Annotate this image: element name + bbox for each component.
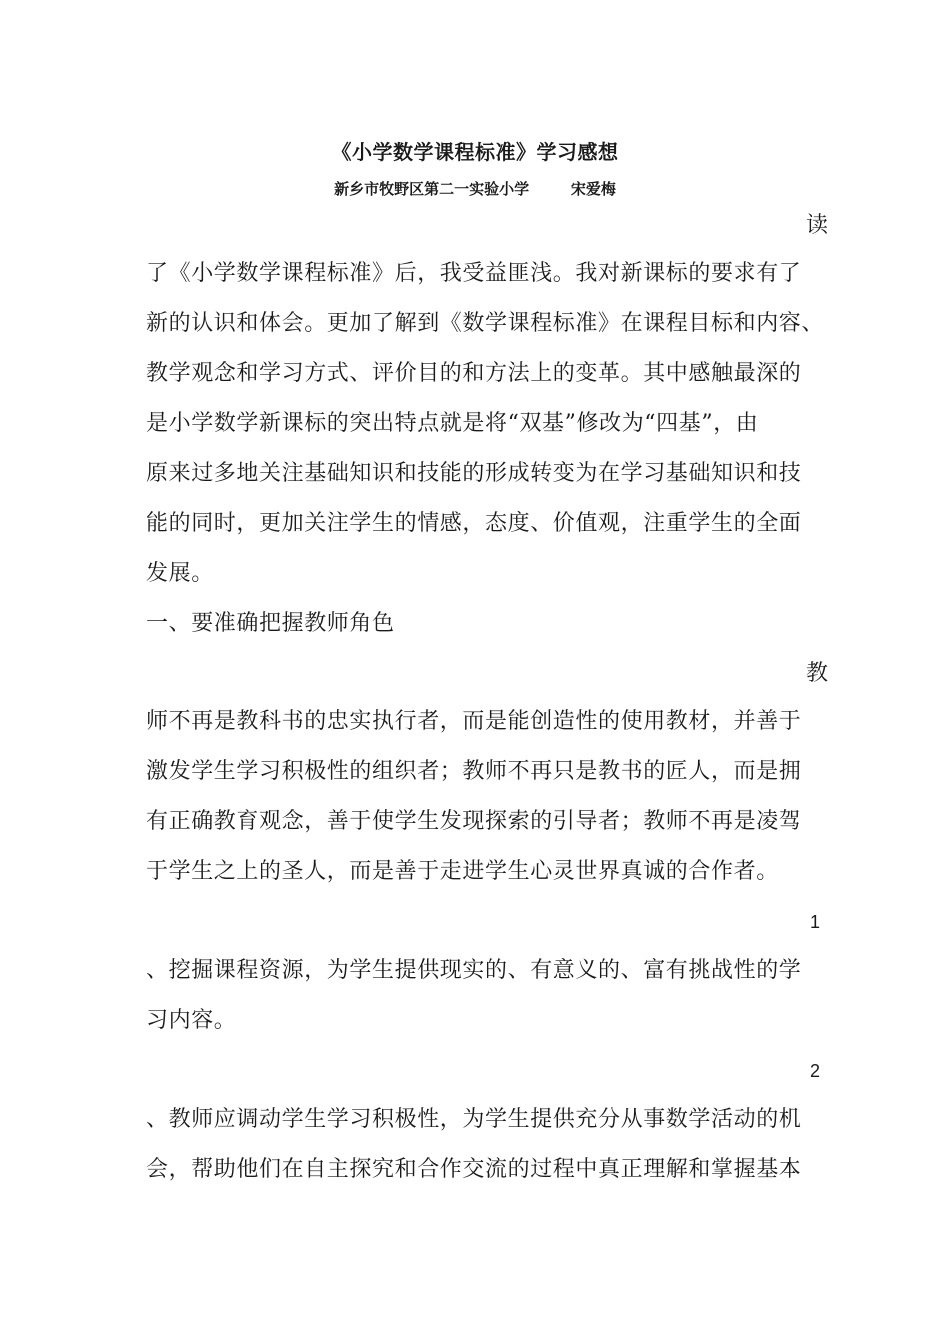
paragraph-line: 激发学生学习积极性的组织者；教师不再只是教书的匠人，而是拥: [146, 759, 802, 784]
paragraph-line: 新的认识和体会。更加了解到《数学课程标准》在课程目标和内容、: [146, 311, 825, 336]
item-number: 2: [809, 1061, 820, 1081]
paragraph-line: 发展。: [146, 561, 214, 586]
paragraph-line: 了《小学数学课程标准》后，我受益匪浅。我对新课标的要求有了: [146, 261, 802, 286]
paragraph-line: 能的同时，更加关注学生的情感，态度、价值观，注重学生的全面: [146, 511, 802, 536]
paragraph-line: 师不再是教科书的忠实执行者，而是能创造性的使用教材，并善于: [146, 709, 802, 734]
paragraph-lead-char: 教: [805, 661, 828, 686]
paragraph-line: 习内容。: [146, 1008, 237, 1033]
paragraph-line: 于学生之上的圣人，而是善于走进学生心灵世界真诚的合作者。: [146, 859, 779, 884]
paragraph-line: 、挖掘课程资源，为学生提供现实的、有意义的、富有挑战性的学: [146, 958, 802, 983]
paragraph-line: 有正确教育观念，善于使学生发现探索的引导者；教师不再是凌驾: [146, 809, 802, 834]
paragraph-line: 教学观念和学习方式、评价目的和方法上的变革。其中感触最深的: [146, 361, 802, 386]
paragraph-line: 是小学数学新课标的突出特点就是将“双基”修改为“四基”，由: [146, 411, 759, 436]
document-title: 《小学数学课程标准》学习感想: [331, 140, 619, 164]
item-number: 1: [809, 912, 820, 932]
paragraph-lead-char: 读: [805, 213, 828, 238]
paragraph-line: 、教师应调动学生学习积极性，为学生提供充分从事数学活动的机: [146, 1107, 802, 1132]
paragraph-line: 原来过多地关注基础知识和技能的形成转变为在学习基础知识和技: [146, 461, 802, 486]
paragraph-line: 会，帮助他们在自主探究和合作交流的过程中真正理解和掌握基本: [146, 1157, 802, 1182]
section-heading: 一、要准确把握教师角色: [146, 611, 395, 636]
author-line: 新乡市牧野区第二一实验小学 宋爱梅: [334, 180, 616, 198]
